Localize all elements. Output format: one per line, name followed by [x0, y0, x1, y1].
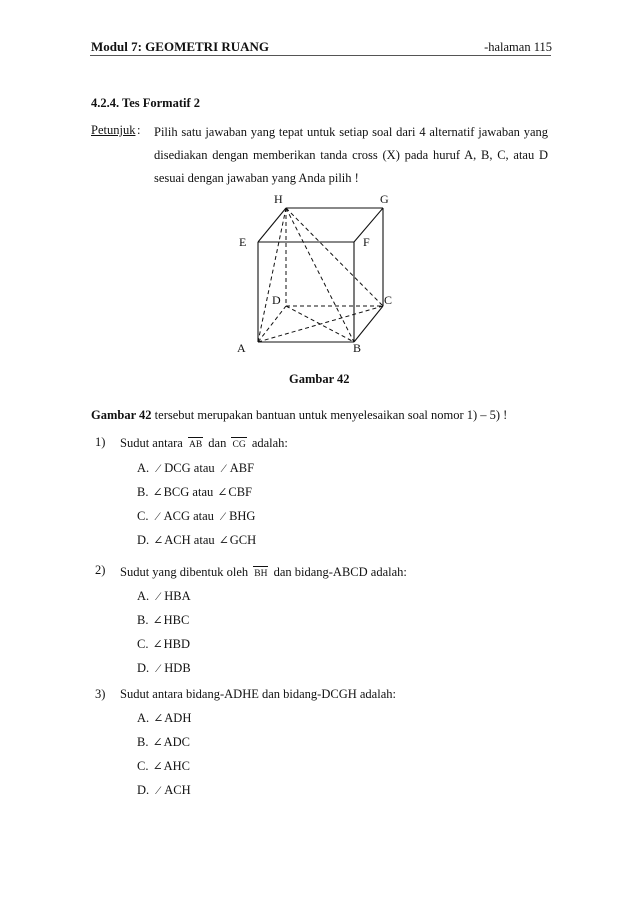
- q3-option-b[interactable]: [137, 735, 190, 750]
- q2-option-d[interactable]: [137, 661, 191, 676]
- angle-icon: ⁄: [157, 589, 160, 603]
- instructions-label: Petunjuk: [91, 123, 136, 137]
- option-text: HBA: [164, 589, 191, 603]
- option-letter: B.: [137, 613, 149, 627]
- angle-icon: ∠: [218, 533, 229, 547]
- option-text: ADH: [164, 711, 192, 725]
- segment-cg: CG: [232, 440, 246, 450]
- question-3-number: 3): [95, 687, 106, 701]
- option-letter: D.: [137, 533, 150, 547]
- q3-option-a[interactable]: [137, 711, 191, 726]
- q2-option-c[interactable]: [137, 637, 190, 652]
- option-letter: A.: [137, 711, 150, 725]
- angle-icon: ∠: [152, 485, 163, 499]
- angle-icon: ⁄: [156, 509, 159, 523]
- diag-hc: [286, 208, 383, 306]
- option-text: HBC: [163, 613, 190, 627]
- option-letter: C.: [137, 509, 149, 523]
- angle-icon: ⁄: [222, 461, 225, 475]
- angle-icon: ∠: [152, 759, 163, 773]
- option-text-2: BHG: [229, 509, 256, 523]
- diag-hb: [286, 208, 354, 342]
- q3-option-d[interactable]: [137, 783, 191, 798]
- edge-ad: [258, 306, 286, 342]
- option-text: DCG atau: [164, 461, 215, 475]
- angle-icon: ∠: [153, 533, 164, 547]
- option-text: ADC: [163, 735, 190, 749]
- question-3-text: [120, 687, 396, 702]
- edge-eh: [258, 208, 286, 242]
- angle-icon: ∠: [152, 735, 163, 749]
- diag-ha: [258, 208, 286, 342]
- question-3-pre: Sudut antara bidang-ADHE dan bidang-DCGH adalah:: [120, 687, 396, 701]
- question-2-text: [120, 565, 407, 580]
- question-2-pre: Sudut yang dibentuk oleh: [120, 565, 249, 579]
- option-letter: A.: [137, 461, 150, 475]
- section-title: 4.2.4. Tes Formatif 2: [91, 96, 201, 110]
- option-text: HBD: [163, 637, 190, 651]
- q1-option-d[interactable]: [137, 533, 256, 548]
- page-number: -halaman 115: [484, 40, 552, 54]
- label-a: A: [237, 341, 246, 355]
- intro-figure-ref: Gambar 42: [91, 408, 152, 422]
- angle-icon: ∠: [153, 711, 164, 725]
- option-text-2: GCH: [229, 533, 257, 547]
- option-text: HDB: [164, 661, 191, 675]
- instructions-colon: :: [137, 123, 141, 137]
- angle-icon: ⁄: [157, 783, 160, 797]
- q1-option-b[interactable]: [137, 485, 252, 500]
- label-e: E: [239, 235, 247, 249]
- option-letter: A.: [137, 589, 150, 603]
- question-1-pre: Sudut antara: [120, 436, 183, 450]
- option-text: ACG atau: [163, 509, 214, 523]
- label-f: F: [363, 235, 370, 249]
- option-text: BCG atau: [163, 485, 214, 499]
- question-1-number: 1): [95, 435, 106, 449]
- intro-line: [91, 408, 507, 423]
- angle-icon: ⁄: [222, 509, 225, 523]
- label-g: G: [380, 192, 389, 206]
- option-text-2: CBF: [228, 485, 253, 499]
- option-letter: D.: [137, 783, 150, 797]
- label-h: H: [274, 192, 283, 206]
- angle-icon: ⁄: [157, 461, 160, 475]
- module-title: Modul 7: GEOMETRI RUANG: [91, 39, 270, 54]
- option-text: ACH: [164, 783, 191, 797]
- question-1-mid: dan: [208, 436, 227, 450]
- option-text: ACH atau: [164, 533, 215, 547]
- angle-icon: ∠: [152, 613, 163, 627]
- label-b: B: [353, 341, 362, 355]
- option-text-2: ABF: [229, 461, 255, 475]
- q1-option-c[interactable]: [137, 509, 255, 524]
- intro-text: tersebut merupakan bantuan untuk menyelesaikan soal nomor 1) – 5) !: [151, 408, 508, 422]
- q3-option-c[interactable]: [137, 759, 190, 774]
- figure-caption: Gambar 42: [289, 372, 350, 386]
- option-letter: B.: [137, 735, 149, 749]
- angle-icon: ∠: [217, 485, 228, 499]
- angle-icon: ∠: [152, 637, 163, 651]
- q2-option-b[interactable]: [137, 613, 189, 628]
- segment-ab: AB: [188, 440, 203, 450]
- question-2-number: 2): [95, 563, 106, 577]
- question-1-text: [120, 436, 288, 451]
- label-c: C: [384, 293, 393, 307]
- option-letter: C.: [137, 637, 149, 651]
- option-letter: D.: [137, 661, 150, 675]
- question-2-post: dan bidang-ABCD adalah:: [273, 565, 407, 579]
- option-letter: C.: [137, 759, 149, 773]
- angle-icon: ⁄: [157, 661, 160, 675]
- question-1-post: adalah:: [251, 436, 288, 450]
- q2-option-a[interactable]: [137, 589, 191, 604]
- option-text: AHC: [163, 759, 190, 773]
- option-letter: B.: [137, 485, 149, 499]
- instructions-text: Pilih satu jawaban yang tepat untuk setiap soal dari 4 alternatif jawaban yang disediakan dengan memberikan tanda cross (X) pada huruf A, B, C, atau D sesuai dengan jawaban yang Anda pilih !: [154, 125, 548, 185]
- q1-option-a[interactable]: [137, 461, 254, 476]
- edge-cb: [354, 306, 383, 342]
- label-d: D: [272, 293, 281, 307]
- diag-db: [286, 306, 354, 342]
- segment-bh: BH: [254, 569, 268, 579]
